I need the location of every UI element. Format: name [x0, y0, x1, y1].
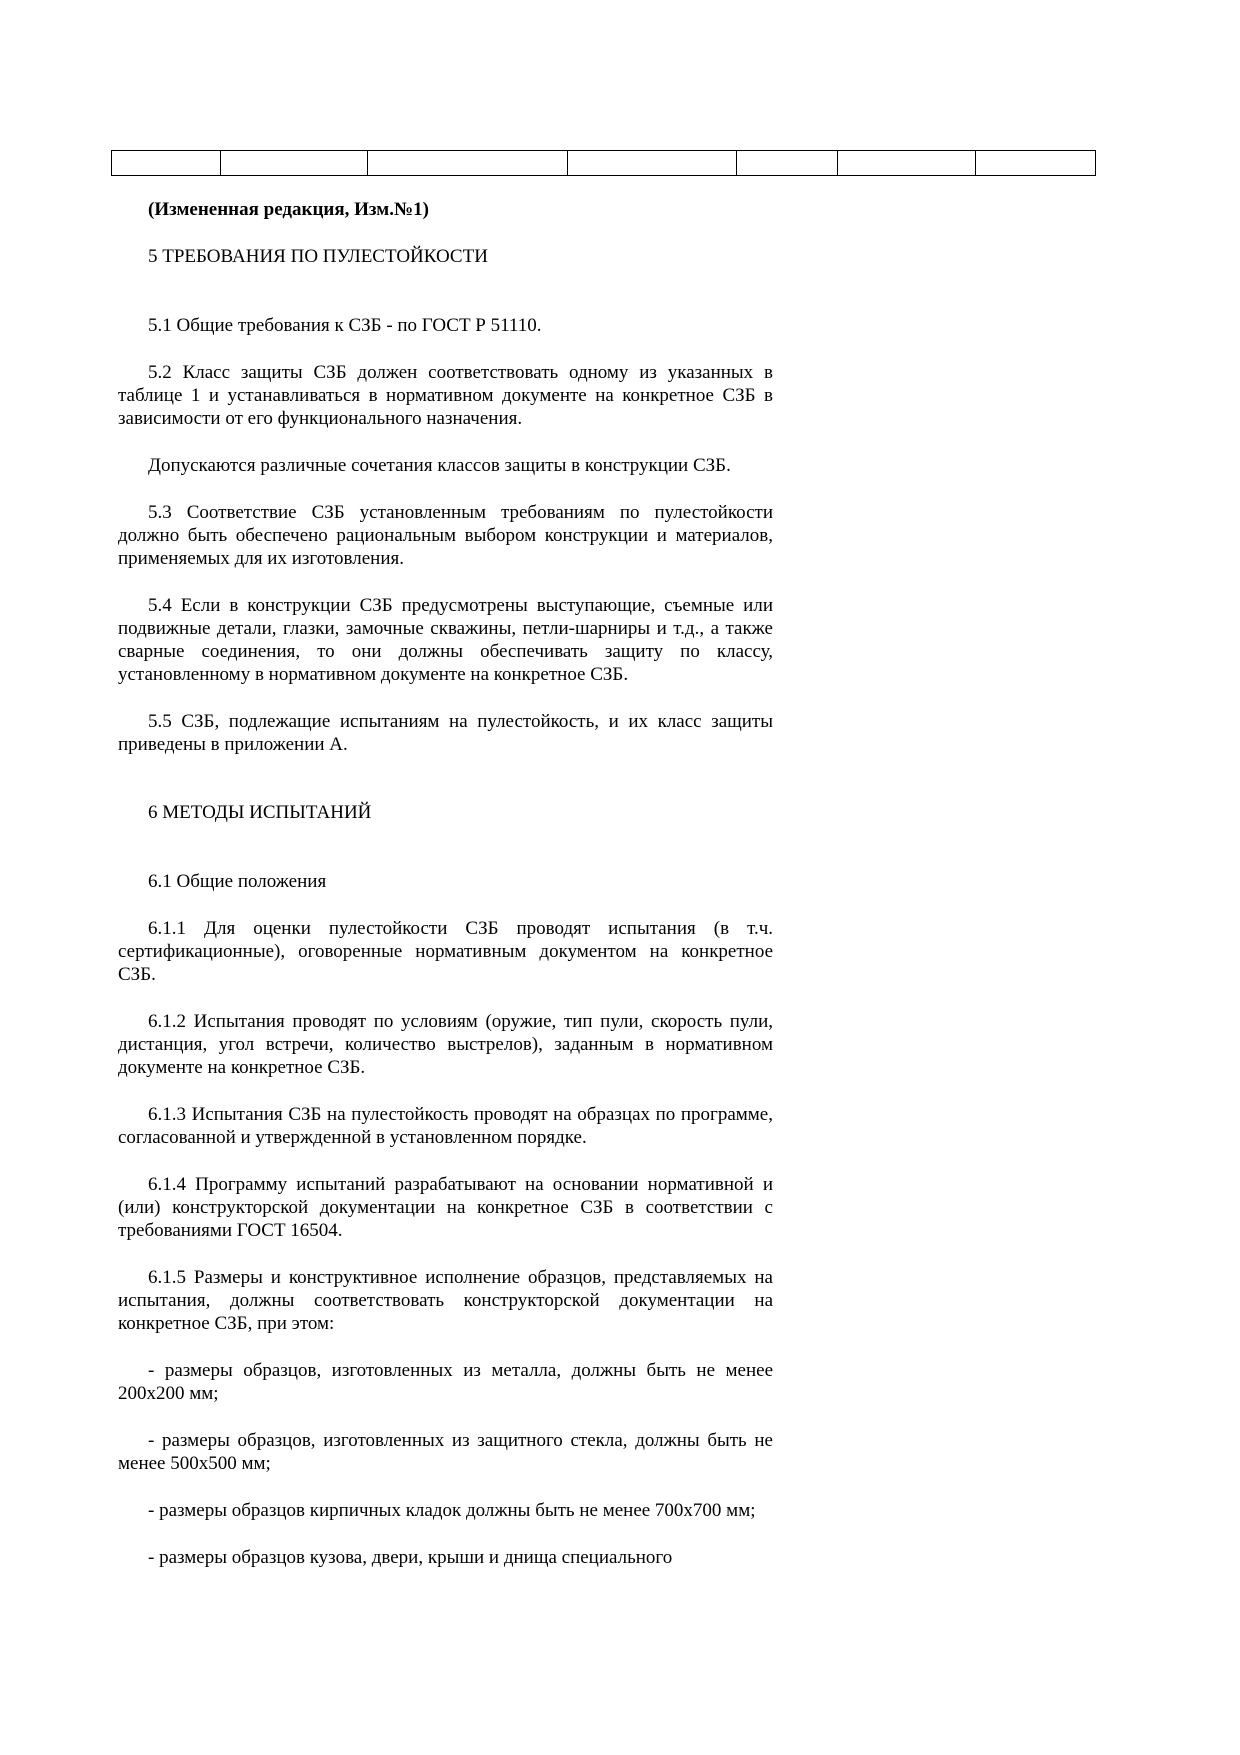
section-5-heading: 5 ТРЕБОВАНИЯ ПО ПУЛЕСТОЙКОСТИ [148, 246, 488, 267]
paragraph-5-4: 5.4 Если в конструкции СЗБ предусмотрены выступающие, съемные или подвижные детали, глазки, замочные скважины, петли-шарниры и т.д., а также сварные соединения, то они должны обеспечивать защиту по классу, установленному в нормативном документе на конкретное СЗБ. [118, 595, 773, 685]
paragraph-6-1-1: 6.1.1 Для оценки пулестойкости СЗБ проводят испытания (в т.ч. сертификационные), оговоренные нормативным документом на конкретное СЗБ. [118, 918, 773, 985]
paragraph-5-2: 5.2 Класс защиты СЗБ должен соответствовать одному из указанных в таблице 1 и устанавливаться в нормативном документе на конкретное СЗБ в зависимости от его функционального назначения. [118, 362, 773, 429]
section-6-heading: 6 МЕТОДЫ ИСПЫТАНИЙ [148, 802, 372, 823]
table-cell [368, 151, 568, 176]
paragraph-6-1-5: 6.1.5 Размеры и конструктивное исполнение образцов, представляемых на испытания, должны соответствовать конструкторской документации на конкретное СЗБ, при этом: [118, 1267, 773, 1334]
table-cell [221, 151, 368, 176]
table-fragment [111, 150, 1096, 176]
list-item: - размеры образцов кузова, двери, крыши и днища специального [148, 1547, 673, 1568]
list-item: - размеры образцов, изготовленных из металла, должны быть не менее 200х200 мм; [118, 1360, 773, 1404]
table-cell [737, 151, 838, 176]
table-cell [112, 151, 221, 176]
table-cell [976, 151, 1096, 176]
paragraph-6-1-2: 6.1.2 Испытания проводят по условиям (оружие, тип пули, скорость пули, дистанция, угол встречи, количество выстрелов), заданным в нормативном документе на конкретное СЗБ. [118, 1011, 773, 1078]
paragraph-6-1-4: 6.1.4 Программу испытаний разрабатывают на основании нормативной и (или) конструкторской документации на конкретное СЗБ в соответствии с требованиями ГОСТ 16504. [118, 1174, 773, 1241]
table-cell [568, 151, 737, 176]
amendment-note: (Измененная редакция, Изм.№1) [148, 199, 429, 220]
table-row [112, 151, 1096, 176]
paragraph-6-1: 6.1 Общие положения [148, 871, 327, 892]
paragraph-5-5: 5.5 СЗБ, подлежащие испытаниям на пулестойкость, и их класс защиты приведены в приложении А. [118, 711, 773, 755]
paragraph-5-2-combinations: Допускаются различные сочетания классов защиты в конструкции СЗБ. [148, 455, 731, 476]
paragraph-5-1: 5.1 Общие требования к СЗБ - по ГОСТ Р 51110. [148, 315, 542, 336]
document-body [118, 198, 773, 1593]
paragraph-5-3: 5.3 Соответствие СЗБ установленным требованиям по пулестойкости должно быть обеспечено рациональным выбором конструкции и материалов, применяемых для их изготовления. [118, 502, 773, 569]
table-cell [838, 151, 976, 176]
list-item: - размеры образцов, изготовленных из защитного стекла, должны быть не менее 500х500 мм; [118, 1430, 773, 1474]
paragraph-6-1-3: 6.1.3 Испытания СЗБ на пулестойкость проводят на образцах по программе, согласованной и утвержденной в установленном порядке. [118, 1104, 773, 1148]
list-item: - размеры образцов кирпичных кладок должны быть не менее 700х700 мм; [148, 1500, 756, 1521]
